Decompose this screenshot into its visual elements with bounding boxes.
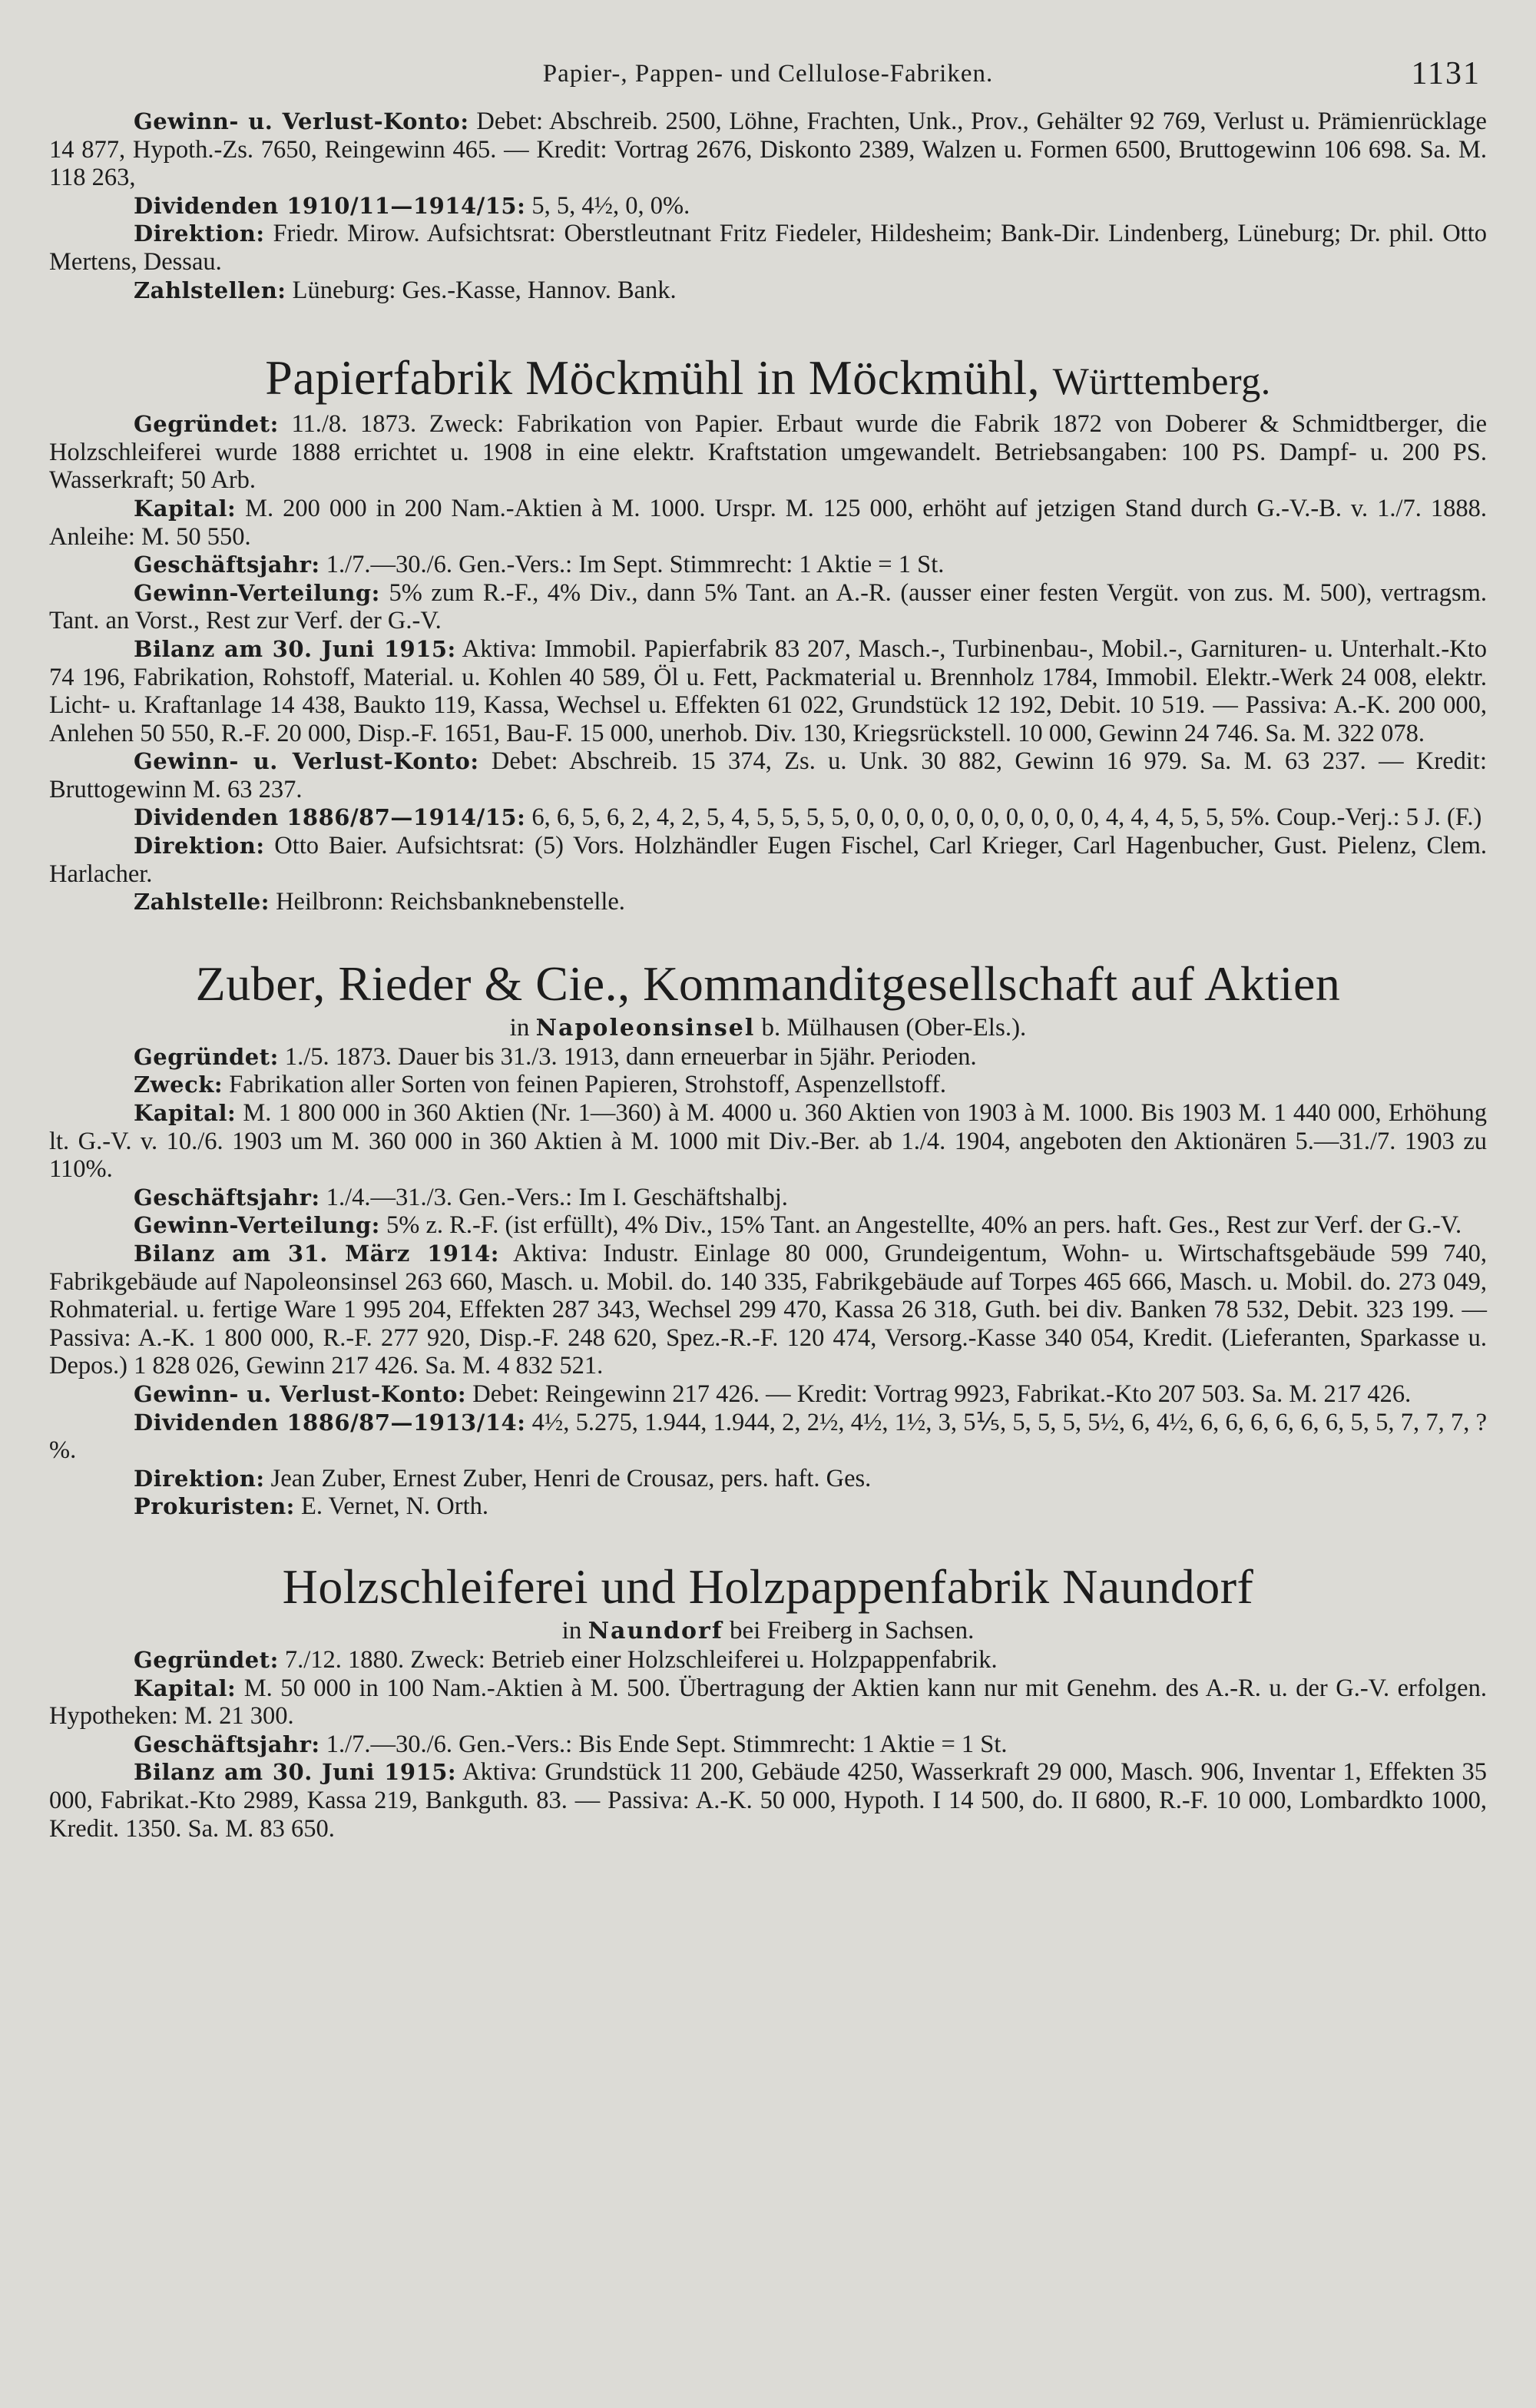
section-continuation [49,108,1487,304]
paragraph-label: Gegründet: [134,1646,279,1673]
paragraph-text: Friedr. Mirow. Aufsichtsrat: Oberstleutnant Fritz Fiedeler, Hildesheim; Bank-Dir. Lindenberg, Lüneburg; Dr. phil. Otto Mertens, Dessau. [49,220,1487,276]
paragraph-text: M. 1 800 000 in 360 Aktien (Nr. 1—360) à M. 4000 u. 360 Aktien von 1903 à M. 1000. Bis 1903 M. 1 440 000, Erhöhung lt. G.-V. v. 10./6. 1903 um M. 360 000 in 360 Aktien à M. 1000 mit Div.-Ber. ab 1./4. 1904, angeboten den Aktionären 5.—31./7. 1903 zu 110%. [49,1099,1487,1184]
paragraph [49,1043,1487,1072]
paragraph-text: Jean Zuber, Ernest Zuber, Henri de Crousaz, pers. haft. Ges. [264,1464,872,1492]
section-title: Holzschleiferei und Holzpappenfabrik Naundorf [282,1558,1254,1614]
section-zuber-rieder [49,955,1487,1521]
paragraph-label: Geschäftsjahr: [134,551,320,578]
section-holzschleiferei-naundorf [49,1558,1487,1843]
running-title: Papier-, Pappen- und Cellulose-Fabriken. [542,60,994,88]
paragraph-label: Geschäftsjahr: [134,1731,320,1757]
section-location [49,1013,1487,1043]
paragraph [49,108,1487,192]
paragraph-label: Kapital: [134,1100,237,1127]
paragraph-text: Debet: Reingewinn 217 426. — Kredit: Vortrag 9923, Fabrikat.-Kto 207 503. Sa. M. 217 426. [466,1380,1412,1408]
paragraph-text: Aktiva: Immobil. Papierfabrik 83 207, Masch.-, Turbinenbau-, Mobil.-, Garnituren- u. Unterhalt.-Kto 74 196, Fabrikation, Rohstoff, Material. u. Kohlen 40 589, Öl u. Fett, Packmaterial u. Brennholz 1784, Immobil. Elektr.-Werk 24 008, elektr. Licht- u. Kraftanlage 14 438, Baukto 119, Kassa, Wechsel u. Effekten 61 022, Grundstück 12 192, Debit. 10 519. — Passiva: A.-K. 200 000, Anlehen 50 550, R.-F. 20 000, Disp.-F. 1651, Bau-F. 15 000, unerhob. Div. 130, Kriegsrückstell. 10 000, Gewinn 24 746. Sa. M. 322 078. [49,634,1488,747]
paragraph-text: Debet: Abschreib. 15 374, Zs. u. Unk. 30 882, Gewinn 16 979. Sa. M. 63 237. — Kredit: Bruttogewinn M. 63 237. [49,747,1487,803]
paragraph-text: 1./5. 1873. Dauer bis 31./3. 1913, dann erneuerbar in 5jähr. Perioden. [278,1042,977,1071]
paragraph-label: Dividenden 1886/87—1914/15: [134,804,526,831]
paragraph-label: Dividenden 1886/87—1913/14: [134,1409,526,1436]
location-prefix: in [509,1013,536,1042]
paragraph [49,579,1487,635]
paragraph [49,1646,1487,1674]
paragraph-text: Aktiva: Industr. Einlage 80 000, Grundeigentum, Wohn- u. Wirtschaftsgebäude 599 740, Fabrikgebäude auf Napoleonsinsel 263 660, Masch. u. Mobil. do. 140 335, Fabrikgebäude auf Torpes 465 666, Masch. u. Mobil. do. 273 049, Rohmaterial. u. fertige Ware 1 995 204, Effekten 287 343, Wechsel 299 470, Kassa 26 318, Guth. bei div. Banken 78 532, Debit. 323 199. — Passiva: A.-K. 1 800 000, R.-F. 277 920, Disp.-F. 248 620, Spez.-R.-F. 120 474, Versorg.-Kasse 340 054, Kredit. (Lieferanten, Sparkasse u. Depos.) 1 828 026, Gewinn 217 426. Sa. M. 4 832 521. [49,1240,1487,1380]
paragraph [49,220,1487,276]
paragraph-text: Heilbronn: Reichsbanknebenstelle. [269,888,625,916]
paragraph-label: Zahlstelle: [134,889,270,916]
location-prefix: in [561,1616,588,1645]
paragraph [49,1071,1487,1099]
paragraph-label: Gegründet: [134,411,279,438]
paragraph-label: Bilanz am 31. März 1914: [134,1240,499,1267]
paragraph-label: Kapital: [134,495,237,522]
paragraph-label: Prokuristen: [134,1493,295,1520]
paragraph-label: Gegründet: [134,1043,279,1070]
paragraph-label: Gewinn- u. Verlust-Konto: [134,748,479,775]
paragraph [49,1211,1487,1240]
paragraph [49,1184,1487,1212]
paragraph-label: Geschäftsjahr: [134,1184,320,1211]
paragraph-text: M. 200 000 in 200 Nam.-Aktien à M. 1000. Urspr. M. 125 000, erhöht auf jetzigen Stand durch G.-V.-B. v. 1./7. 1888. Anleihe: M. 50 550. [49,494,1487,551]
paragraph-label: Bilanz am 30. Juni 1915: [134,635,456,662]
paragraph [49,192,1487,220]
paragraph-label: Gewinn-Verteilung: [134,579,380,606]
paragraph-text: 5, 5, 4½, 0, 0%. [525,191,690,220]
paragraph [49,1492,1487,1521]
paragraph-label: Zweck: [134,1072,223,1098]
paragraph-label: Gewinn- u. Verlust-Konto: [134,108,469,134]
paragraph [49,277,1487,305]
paragraph [49,1758,1487,1843]
paragraph-text: 5% z. R.-F. (ist erfüllt), 4% Div., 15% Tant. an Angestellte, 40% an pers. haft. Ges., Rest zur Verf. der G.-V. [379,1211,1462,1240]
paragraph [49,1465,1487,1493]
paragraph-label: Zahlstellen: [134,277,286,303]
paragraph [49,551,1487,579]
paragraph-label: Bilanz am 30. Juni 1915: [134,1759,457,1786]
section-title-main: Papierfabrik Möckmühl in Möckmühl, [265,350,1041,406]
paragraph-label: Direktion: [134,833,265,860]
paragraph [49,1240,1487,1380]
paragraph-text: Aktiva: Grundstück 11 200, Gebäude 4250, Wasserkraft 29 000, Masch. 906, Inventar 1, Effekten 35 000, Fabrikat.-Kto 2989, Kassa 219, Bankguth. 83. — Passiva: A.-K. 50 000, Hypoth. I 14 500, do. II 6800, R.-F. 10 000, Lombardkto 1000, Kredit. 1350. Sa. M. 83 650. [49,1758,1488,1843]
paragraph-text: 1./4.—31./3. Gen.-Vers.: Im I. Geschäftshalbj. [319,1183,788,1211]
paragraph [49,1409,1487,1465]
location-place: Napoleonsinsel [535,1014,756,1042]
location-place: Naundorf [588,1617,723,1645]
paragraph-text: 1./7.—30./6. Gen.-Vers.: Im Sept. Stimmrecht: 1 Aktie = 1 St. [319,551,945,579]
paragraph-label: Direktion: [134,220,265,247]
paragraph-text: 1./7.—30./6. Gen.-Vers.: Bis Ende Sept. Stimmrecht: 1 Aktie = 1 St. [319,1730,1008,1758]
paragraph-text: M. 50 000 in 100 Nam.-Aktien à M. 500. Übertragung der Aktien kann nur mit Genehm. des A.-R. u. der G.-V. erfolgen. Hypotheken: M. 21 300. [49,1674,1487,1731]
paragraph [49,888,1487,916]
paragraph [49,1731,1487,1759]
paragraph [49,832,1487,888]
location-suffix: bei Freiberg in Sachsen. [723,1616,975,1645]
paragraph [49,410,1487,495]
paragraph-label: Gewinn- u. Verlust-Konto: [134,1380,467,1407]
section-papierfabrik-moeckmuehl [49,349,1487,916]
paragraph [49,495,1487,551]
paragraph-label: Direktion: [134,1465,265,1492]
section-title [49,349,1487,410]
paragraph-text: 11./8. 1873. Zweck: Fabrikation von Papier. Erbaut wurde die Fabrik 1872 von Doberer & Schmidtberger, die Holzschleiferei wurde 1888 errichtet u. 1908 in eine elektr. Kraftstation umgewandelt. Betriebsangaben: 100 PS. Dampf- u. 200 PS. Wasserkraft; 50 Arb. [49,410,1487,495]
paragraph [49,1380,1487,1409]
section-title-sub: Württemberg. [1052,359,1271,403]
paragraph-text: 7./12. 1880. Zweck: Betrieb einer Holzschleiferei u. Holzpappenfabrik. [278,1645,998,1674]
running-header [49,54,1487,108]
paragraph-label: Gewinn-Verteilung: [134,1212,380,1239]
paragraph-text: Debet: Abschreib. 2500, Löhne, Frachten, Unk., Prov., Gehälter 92 769, Verlust u. Prämienrücklage 14 877, Hypoth.-Zs. 7650, Reingewinn 465. — Kredit: Vortrag 2676, Diskonto 2389, Walzen u. Formen 6500, Bruttogewinn 106 698. Sa. M. 118 263, [49,108,1487,192]
paragraph [49,635,1487,747]
section-location [49,1616,1487,1646]
paragraph-text: Fabrikation aller Sorten von feinen Papieren, Strohstoff, Aspenzellstoff. [223,1071,947,1099]
paragraph [49,803,1487,832]
paragraph-text: 5% zum R.-F., 4% Div., dann 5% Tant. an A.-R. (ausser einer festen Vergüt. von zus. M. 500), vertragsm. Tant. an Vorst., Rest zur Verf. der G.-V. [49,578,1487,635]
paragraph-text: Otto Baier. Aufsichtsrat: (5) Vors. Holzhändler Eugen Fischel, Carl Krieger, Carl Hagenbucher, Gust. Pielenz, Clem. Harlacher. [49,832,1487,888]
paragraph-text: 4½, 5.275, 1.944, 1.944, 2, 2½, 4½, 1½, 3, 5⅕, 5, 5, 5, 5½, 6, 4½, 6, 6, 6, 6, 6, 6, 5, 5, 7, 7, 7, ?%. [49,1408,1487,1465]
location-suffix: b. Mülhausen (Ober-Els.). [755,1013,1027,1042]
paragraph-text: Lüneburg: Ges.-Kasse, Hannov. Bank. [286,276,677,304]
paragraph [49,1099,1487,1184]
paragraph-text: E. Vernet, N. Orth. [294,1492,489,1521]
paragraph-text: 6, 6, 5, 6, 2, 4, 2, 5, 4, 5, 5, 5, 5, 0, 0, 0, 0, 0, 0, 0, 0, 0, 0, 4, 4, 4, 5, 5, 5%. Coup.-Verj.: 5 J. (F.) [525,803,1482,832]
paragraph [49,1674,1487,1731]
section-title: Zuber, Rieder & Cie., Kommanditgesellschaft auf Aktien [195,956,1341,1011]
page-number: 1131 [1411,56,1481,91]
paragraph-label: Dividenden 1910/11—1914/15: [134,192,526,219]
paragraph-label: Kapital: [134,1674,237,1701]
paragraph [49,747,1487,803]
